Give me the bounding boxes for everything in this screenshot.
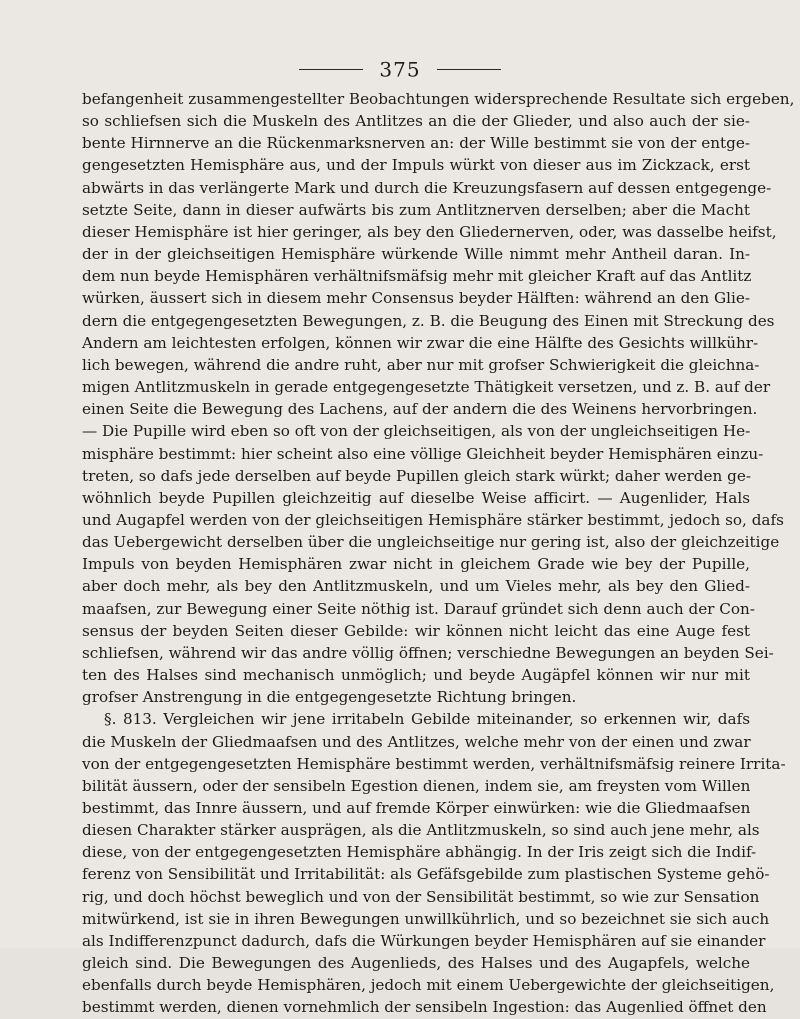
text-line: würken, äussert sich in diesem mehr Consensus beyder Hälften: während an den Glie- [82,289,750,308]
text-line: lich bewegen, während die andre ruht, aber nur mit grofser Schwierigkeit die gleichna- [82,355,760,374]
text-line: wöhnlich beyde Pupillen gleichzeitig auf dieselbe Weise afficirt. — Augenlider, Hals [82,488,750,507]
text-line: schliefsen, während wir das andre völlig öffnen; verschiedne Bewegungen an beyden Sei- [82,643,774,662]
text-line: abwärts in das verlängerte Mark und durch die Kreuzungsfasern auf dessen entgegenge- [82,178,772,197]
text-line: einen Seite die Bewegung des Lachens, auf der andern die des Weinens hervorbringen. [82,400,758,419]
text-line: bestimmt, das Innre äussern, und auf fremde Körper einwürken: wie die Gliedmaafsen [82,799,751,817]
text-line: und Augapfel werden von der gleichseitigen Hemisphäre stärker bestimmt, jedoch so, dafs [82,510,784,529]
text-line: — Die Pupille wird eben so oft von der gleichseitigen, als von der ungleichseitigen He- [82,422,751,441]
text-line: migen Antlitzmuskeln in gerade entgegengesetzte Thätigkeit versetzen, und z. B. auf der [82,378,771,397]
text-line: diese, von der entgegengesetzten Hemisphäre abhängig. In der Iris zeigt sich die Indif- [82,843,757,862]
text-line: diesen Charakter stärker ausprägen, als die Antlitzmuskeln, so sind auch jene mehr, als [82,821,760,840]
text-line: ten des Halses sind mechanisch unmöglich; und beyde Augäpfel können wir nur mit [82,666,750,685]
text-line: befangenheit zusammengestellter Beobachtungen widersprechende Resultate sich ergeben, [82,90,795,108]
text-line: bestimmt werden, dienen vornehmlich der sensibeln Ingestion: das Augenlied öffnet den [82,998,767,1017]
header-rule-right [437,69,501,70]
text-line: ebenfalls durch beyde Hemisphären, jedoch mit einem Uebergewichte der gleichseitigen, [82,976,775,995]
text-line: misphäre bestimmt: hier scheint also eine völlige Gleichheit beyder Hemisphären einzu- [82,444,764,463]
text-line: maafsen, zur Bewegung einer Seite nöthig ist. Darauf gründet sich denn auch der Con- [82,599,755,618]
text-line: von der entgegengesetzten Hemisphäre bestimmt werden, verhältnifsmäfsig reinere Irrita- [82,754,786,773]
text-line: dem nun beyde Hemisphären verhältnifsmäfsig mehr mit gleicher Kraft auf das Antlitz [82,267,752,286]
text-line: gengesetzten Hemisphäre aus, und der Impuls würkt von dieser aus im Zickzack, erst [82,156,750,175]
text-line: aber doch mehr, als bey den Antlitzmuskeln, und um Vieles mehr, als bey den Glied- [82,577,750,596]
text-line: treten, so dafs jede derselben auf beyde Pupillen gleich stark würkt; daher werden ge- [82,466,751,485]
text-line: rig, und doch höchst beweglich und von der Sensibilität bestimmt, so wie zur Sensation [82,887,760,906]
text-line: bente Hirnnerve an die Rückenmarksnerven an: der Wille bestimmt sie von der entge- [82,134,750,153]
text-line: dern die entgegengesetzten Bewegungen, z. B. die Beugung des Einen mit Streckung des [82,311,775,330]
text-line: ferenz von Sensibilität und Irritabilität: als Gefäfsgebilde zum plastischen Systeme gehö- [82,865,770,884]
text-line: als Indifferenzpunct dadurch, dafs die Würkungen beyder Hemisphären auf sie einander [82,931,766,950]
page-header [0,56,800,82]
text-line: die Muskeln der Gliedmaafsen und des Antlitzes, welche mehr von der einen und zwar [82,732,751,751]
text-line: gleich sind. Die Bewegungen des Augenlieds, des Halses und des Augapfels, welche [82,954,750,973]
text-line: setzte Seite, dann in dieser aufwärts bis zum Antlitznerven derselben; aber die Macht [82,200,750,219]
text-line: mitwürkend, ist sie in ihren Bewegungen unwillkührlich, und so bezeichnet sie sich auch [82,909,770,928]
text-line: sensus der beyden Seiten dieser Gebilde: wir können nicht leicht das eine Auge fest [82,621,750,640]
text-line: der in der gleichseitigen Hemisphäre würkende Wille nimmt mehr Antheil daran. In- [82,245,750,264]
text-line: Andern am leichtesten erfolgen, können wir zwar die eine Hälfte des Gesichts willkühr- [82,333,759,352]
text-line: bilität äussern, oder der sensibeln Egestion dienen, indem sie, am freysten vom Willen [82,776,751,795]
text-line: das Uebergewicht derselben über die ungleichseitige nur gering ist, also der gleichzeitige [82,533,780,552]
text-line: so schliefsen sich die Muskeln des Antlitzes an die der Glieder, und also auch der sie- [82,112,750,131]
text-line: Impuls von beyden Hemisphären zwar nicht in gleichem Grade wie bey der Pupille, [82,555,750,574]
body-text [82,88,795,1019]
text-line: dieser Hemisphäre ist hier geringer, als bey den Gliedernerven, oder, was dasselbe heifst, [82,222,777,241]
text-line: §. 813. Vergleichen wir jene irritabeln Gebilde miteinander, so erkennen wir, dafs [104,710,750,729]
text-line: grofser Anstrengung in die entgegengesetzte Richtung bringen. [82,688,577,707]
page-number: 375 [379,57,421,82]
header-rule-left [299,69,363,70]
